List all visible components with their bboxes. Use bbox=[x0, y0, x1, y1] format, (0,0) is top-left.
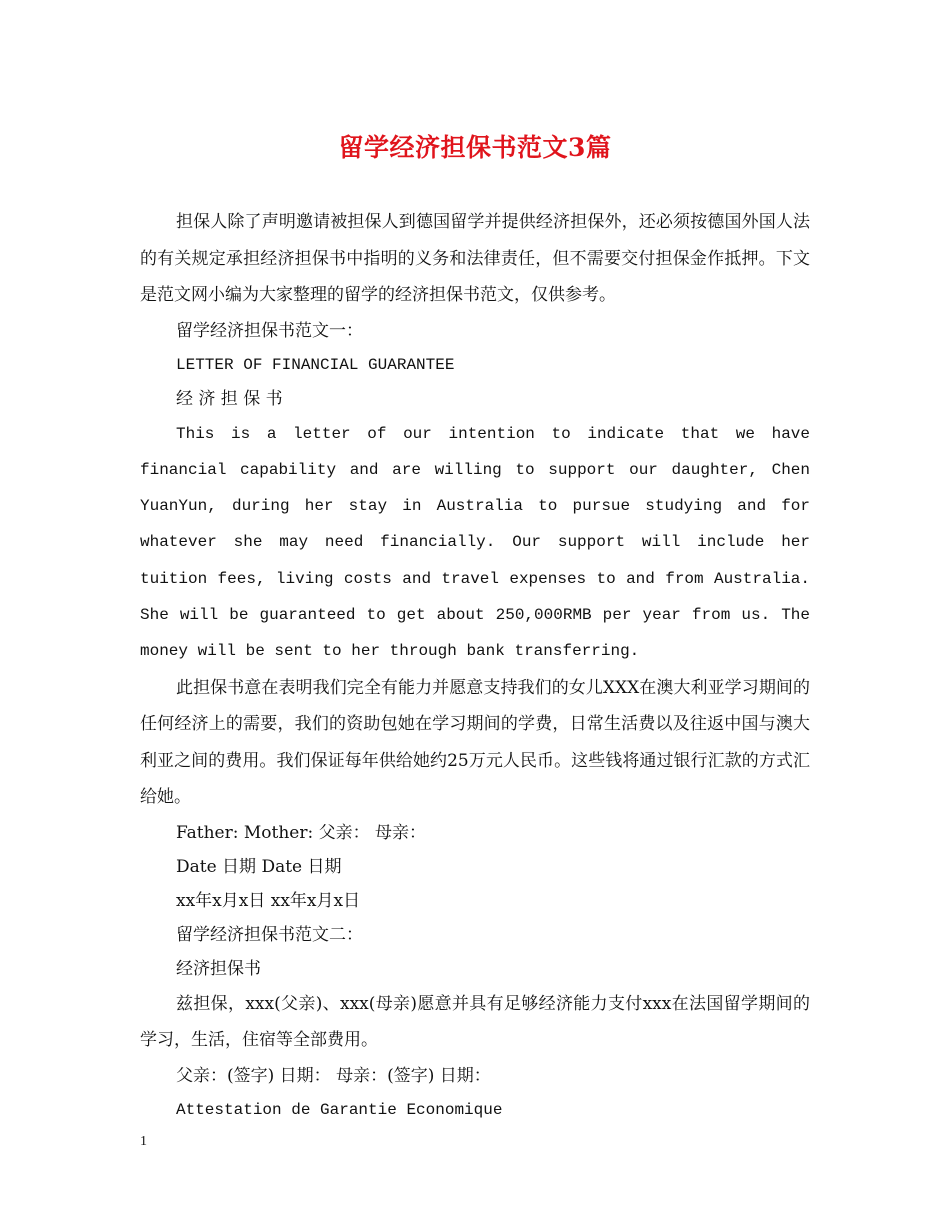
sample-one-heading: 留学经济担保书范文一： bbox=[176, 320, 363, 341]
french-attestation-title: Attestation de Garantie Economique bbox=[176, 1100, 503, 1119]
document-body bbox=[140, 204, 810, 1127]
sample-two-heading: 留学经济担保书范文二： bbox=[176, 924, 363, 945]
sample-two-paragraph: 兹担保，xxx(父亲)、xxx(母亲)愿意并具有足够经济能力支付xxx在法国留学期间的学习，生活，住宿等全部费用。 bbox=[140, 993, 810, 1051]
chinese-guarantee-paragraph: 此担保书意在表明我们完全有能力并愿意支持我们的女儿XXX在澳大利亚学习期间的任何经济上的需要，我们的资助包她在学习期间的学费，日常生活费以及往返中国与澳大利亚之间的费用。我们保证每年供给她约25万元人民币。这些钱将通过银行汇款的方式汇给她。 bbox=[140, 677, 810, 808]
signature-line: Father: Mother: 父亲： 母亲： bbox=[176, 822, 427, 843]
letter-title-english: LETTER OF FINANCIAL GUARANTEE bbox=[176, 355, 455, 374]
english-guarantee-paragraph: This is a letter of our intention to indicate that we have financial capability and are willing to support our daughter, Chen YuanYun, during her stay in Australia to pursue studying and for whatever she may need financially. Our support will include her tuition fees, living costs and travel expenses to and from Australia. She will be guaranteed to get about 250,000RMB per year from us. The money will be sent to her through bank transferring. bbox=[140, 424, 810, 661]
sample-two-title: 经济担保书 bbox=[176, 958, 261, 979]
page-title: 留学经济担保书范文3篇 bbox=[338, 133, 612, 162]
page-number: 1 bbox=[140, 1134, 147, 1149]
date-value-line: xx年x月x日 xx年x月x日 bbox=[176, 890, 361, 911]
intro-paragraph: 担保人除了声明邀请被担保人到德国留学并提供经济担保外，还必须按德国外国人法的有关规定承担经济担保书中指明的义务和法律责任，但不需要交付担保金作抵押。下文是范文网小编为大家整理的留学的经济担保书范文，仅供参考。 bbox=[140, 212, 810, 305]
letter-title-chinese: 经 济 担 保 书 bbox=[176, 388, 283, 409]
sample-two-signature-line: 父亲：(签字) 日期： 母亲：(签字) 日期： bbox=[176, 1065, 491, 1086]
date-label-line: Date 日期 Date 日期 bbox=[176, 856, 342, 877]
